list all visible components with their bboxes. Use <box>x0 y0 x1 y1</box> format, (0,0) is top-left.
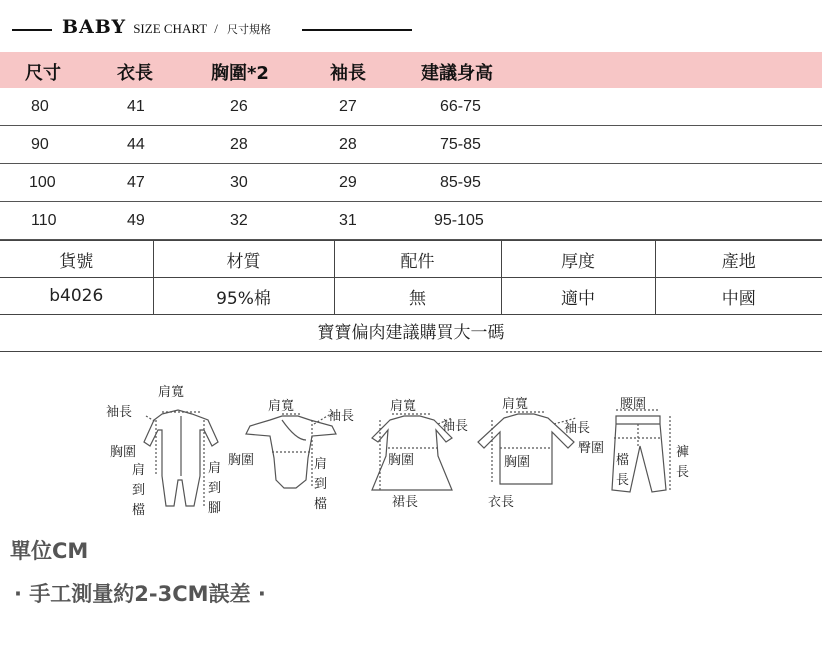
info-header-thickness: 厚度 <box>501 241 655 278</box>
cell-sleeve: 31 <box>339 212 357 229</box>
cell-sleeve: 27 <box>339 98 357 115</box>
bodysuit-sleeve-label: 袖長 <box>328 409 355 424</box>
info-header-row <box>0 241 822 278</box>
top-sleeve-label: 袖長 <box>564 421 591 436</box>
cell-height: 75-85 <box>440 136 481 153</box>
pants-hip-label: 臀圍 <box>578 441 605 456</box>
product-info-table <box>0 240 822 315</box>
cell-length: 41 <box>127 98 145 115</box>
bodysuit-shoulder-label: 肩寬 <box>268 399 295 414</box>
info-value-origin: 中國 <box>655 278 822 315</box>
info-header-accessories: 配件 <box>334 241 501 278</box>
romper-crotch-label-3: 檔 <box>132 503 146 518</box>
cell-size: 90 <box>31 136 49 153</box>
cell-chest: 26 <box>230 98 248 115</box>
pants-waist-label: 腰圍 <box>620 397 647 412</box>
info-header-material: 材質 <box>153 241 334 278</box>
romper-foot-label-2: 到 <box>208 481 222 496</box>
bodysuit-crotch-label-2: 到 <box>314 477 328 492</box>
col-header-chest: 胸圍*2 <box>211 63 269 84</box>
unit-label: 單位CM <box>10 539 89 563</box>
title-divider-right <box>302 29 412 31</box>
size-table-header <box>0 52 822 88</box>
romper-sleeve-label: 袖長 <box>106 405 133 420</box>
info-header-origin: 產地 <box>655 241 822 278</box>
top-chest-label: 胸圍 <box>504 455 531 470</box>
pants-crotch-label-1: 檔 <box>616 453 630 468</box>
title-subtitle: 尺寸規格 <box>226 23 271 36</box>
cell-height: 95-105 <box>434 212 484 229</box>
dress-chest-label: 胸圍 <box>388 453 415 468</box>
cell-sleeve: 28 <box>339 136 357 153</box>
info-value-thickness: 適中 <box>501 278 655 315</box>
title-size-chart: SIZE CHART <box>133 21 208 36</box>
info-value-sku: b4026 <box>0 278 153 315</box>
dress-sleeve-label: 袖長 <box>442 419 469 434</box>
dress-illustration <box>372 414 452 490</box>
cell-length: 47 <box>127 174 145 191</box>
info-value-material: 95%棉 <box>153 278 334 315</box>
cell-height: 85-95 <box>440 174 481 191</box>
romper-crotch-label-1: 肩 <box>132 463 146 478</box>
cell-length: 44 <box>127 136 145 153</box>
cell-chest: 30 <box>230 174 248 191</box>
top-illustration <box>478 412 576 484</box>
top-length-label: 衣長 <box>488 495 515 510</box>
measurement-error-note: · 手工測量約2-3CM誤差 · <box>14 582 266 606</box>
cell-chest: 32 <box>230 212 248 229</box>
romper-illustration <box>144 410 218 508</box>
garment-diagrams-svg <box>100 380 700 520</box>
pants-crotch-label-2: 長 <box>616 473 630 488</box>
col-header-sleeve: 袖長 <box>330 63 366 84</box>
size-advice-note: 寶寶偏肉建議購買大一碼 <box>0 315 822 352</box>
dress-shoulder-label: 肩寬 <box>390 399 417 414</box>
title-divider-left <box>12 29 52 31</box>
info-header-sku: 貨號 <box>0 241 153 278</box>
pants-length-label-1: 褲 <box>676 445 690 460</box>
info-value-row <box>0 278 822 315</box>
table-row <box>0 88 822 126</box>
table-row <box>0 126 822 164</box>
romper-chest-label: 胸圍 <box>110 445 137 460</box>
romper-foot-label-3: 腳 <box>208 501 222 516</box>
cell-size: 110 <box>31 212 57 229</box>
top-shoulder-label: 肩寬 <box>502 397 529 412</box>
dress-skirt-label: 裙長 <box>392 495 419 510</box>
title-separator: / <box>214 21 218 36</box>
pants-length-label-2: 長 <box>676 465 690 480</box>
romper-shoulder-label: 肩寬 <box>158 385 185 400</box>
bodysuit-crotch-label-1: 肩 <box>314 457 328 472</box>
bodysuit-chest-label: 胸圍 <box>228 453 255 468</box>
measurement-diagrams <box>100 380 700 520</box>
title-text <box>62 16 271 38</box>
cell-length: 49 <box>127 212 145 229</box>
cell-sleeve: 29 <box>339 174 357 191</box>
cell-chest: 28 <box>230 136 248 153</box>
col-header-length: 衣長 <box>117 63 153 84</box>
cell-size: 100 <box>29 174 56 191</box>
info-value-accessories: 無 <box>334 278 501 315</box>
chart-title <box>0 14 822 44</box>
bodysuit-crotch-label-3: 檔 <box>314 497 328 512</box>
romper-crotch-label-2: 到 <box>132 483 146 498</box>
title-brand: BABY <box>62 16 127 38</box>
romper-foot-label-1: 肩 <box>208 461 222 476</box>
col-header-size: 尺寸 <box>25 63 61 84</box>
table-row <box>0 202 822 240</box>
table-row <box>0 164 822 202</box>
cell-height: 66-75 <box>440 98 481 115</box>
cell-size: 80 <box>31 98 49 115</box>
col-header-height: 建議身高 <box>421 63 493 84</box>
